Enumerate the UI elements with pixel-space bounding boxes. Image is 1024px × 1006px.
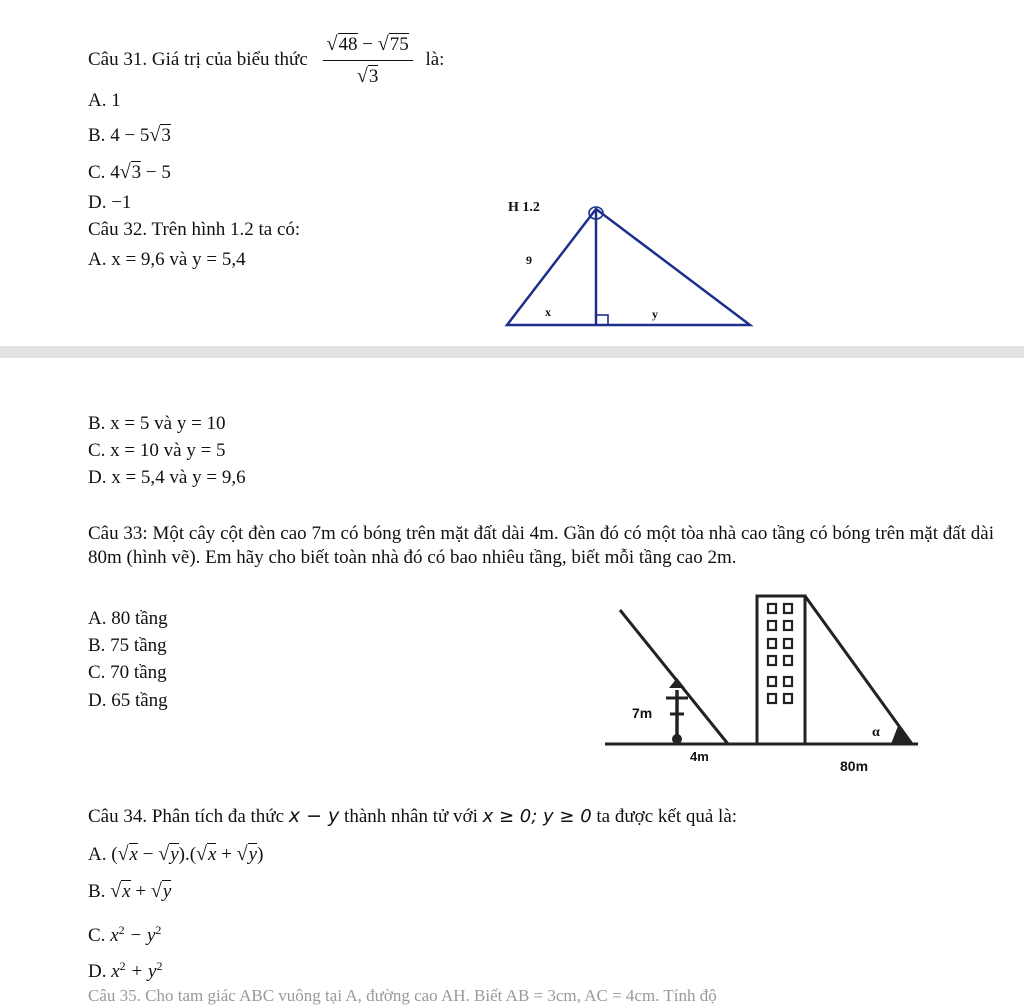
q31-option-d: D. −1 <box>88 192 132 213</box>
q34-suffix: ta được kết quả là: <box>596 806 738 827</box>
q33-post-base <box>672 734 682 744</box>
q31-option-b-label: B. <box>88 125 111 146</box>
q31-num-b: 75 <box>389 34 409 56</box>
q32-right-angle-mark <box>596 315 608 325</box>
q34-prefix: Câu 34. Phân tích đa thức <box>88 806 285 827</box>
q34-c-x: x <box>110 925 119 946</box>
q31-option-c-post: − 5 <box>141 162 171 183</box>
q34-c-exp2: 2 <box>155 923 162 937</box>
q34-b-x: x <box>122 881 131 902</box>
q34-c-exp1: 2 <box>118 923 125 937</box>
q31-denominator: √3 <box>356 65 379 88</box>
q33-building-ray <box>805 596 912 744</box>
q31-option-b: B. 4 − 5√3 <box>88 124 171 146</box>
q31-num-a: 48 <box>338 34 358 56</box>
q32-y-label: y <box>652 307 658 321</box>
q31-option-c: C. 4√3 − 5 <box>88 161 171 183</box>
q34-stem <box>88 804 737 829</box>
q33-building-shadow-label: 80m <box>840 758 869 774</box>
q33-pole-ray <box>620 610 728 744</box>
q31-suffix: là: <box>425 49 445 70</box>
q34-option-c-label: C. <box>88 925 111 946</box>
q33-figure <box>600 590 925 780</box>
q33-option-b: B. 75 tầng <box>88 635 167 656</box>
q33-stem: Câu 33: Một cây cột đèn cao 7m có bóng trên mặt đất dài 4m. Gần đó có một tòa nhà cao tầng có bóng trên mặt đất dài 80m (hình vẽ). Em hãy cho biết toàn nhà đó có bao nhiêu tầng, biết mỗi tầng cao 2m. <box>88 523 994 568</box>
q32-figure-title: H 1.2 <box>508 200 540 215</box>
q33-building <box>757 596 805 744</box>
q35-cut-text: Câu 35. Cho tam giác ABC vuông tại A, đường cao AH. Biết AB = 3cm, AC = 4cm. Tính độ <box>88 986 717 1005</box>
q31-option-c-label: C. <box>88 162 111 183</box>
q33-lamp-head <box>669 678 685 688</box>
q34-cond: x ≥ 0; y ≥ 0 <box>482 806 592 827</box>
q32-side-label: 9 <box>526 253 532 267</box>
q34-expr: x − y <box>288 805 340 827</box>
q32-option-d: D. x = 5,4 và y = 9,6 <box>88 467 246 488</box>
q31-option-b-rad: 3 <box>161 125 171 146</box>
q32-triangle <box>507 209 750 325</box>
q34-option-b-label: B. <box>88 881 111 902</box>
q31-numerator: √48 − √75 <box>323 31 413 61</box>
q34-a-y2: y <box>248 844 258 865</box>
q34-d-x: x <box>111 961 120 982</box>
q31-stem <box>88 22 444 98</box>
q33-pole-shadow-label: 4m <box>690 749 709 764</box>
q34-mid: thành nhân tử với <box>344 806 478 827</box>
q34-a-y1: y <box>170 844 179 865</box>
q31-option-c-pre: 4 <box>110 162 120 183</box>
q31-num-minus: − <box>357 34 378 56</box>
q34-option-a: A. (√x − √y).(√x + √y) <box>88 843 264 865</box>
q31-option-b-pre: 4 − 5 <box>110 125 150 146</box>
q31-den: 3 <box>368 66 379 88</box>
q31-option-a: A. 1 <box>88 90 121 111</box>
q34-option-b: B. √x + √y <box>88 880 172 902</box>
q34-option-d <box>88 954 162 984</box>
q34-option-d-label: D. <box>88 961 112 982</box>
q34-a-x1: x <box>129 844 138 865</box>
q34-option-a-label: A. <box>88 844 112 865</box>
q32-x-label: x <box>545 305 551 319</box>
q34-d-rest: + y <box>125 961 157 982</box>
q33-option-c: C. 70 tầng <box>88 662 167 683</box>
q33-pole-label: 7m <box>632 705 653 721</box>
q32-option-c: C. x = 10 và y = 5 <box>88 440 226 461</box>
q34-a-x2: x <box>208 844 217 865</box>
q34-c-rest: − y <box>124 925 156 946</box>
q32-option-a: A. x = 9,6 và y = 5,4 <box>88 249 246 270</box>
q34-d-exp2: 2 <box>156 959 163 973</box>
q34-option-c <box>88 918 161 948</box>
q33-angle-label: α <box>872 725 880 740</box>
q31-prefix: Câu 31. Giá trị của biểu thức <box>88 49 308 70</box>
q34-d-exp1: 2 <box>119 959 126 973</box>
q31-fraction <box>323 31 413 90</box>
q32-stem: Câu 32. Trên hình 1.2 ta có: <box>88 219 301 240</box>
q32-figure <box>500 192 760 334</box>
q32-option-b: B. x = 5 và y = 10 <box>88 413 226 434</box>
q34-b-y: y <box>162 881 172 902</box>
q33-option-a: A. 80 tầng <box>88 608 168 629</box>
q31-option-c-rad: 3 <box>131 162 142 183</box>
q33-option-d: D. 65 tầng <box>88 690 168 711</box>
page-divider <box>0 346 1024 358</box>
